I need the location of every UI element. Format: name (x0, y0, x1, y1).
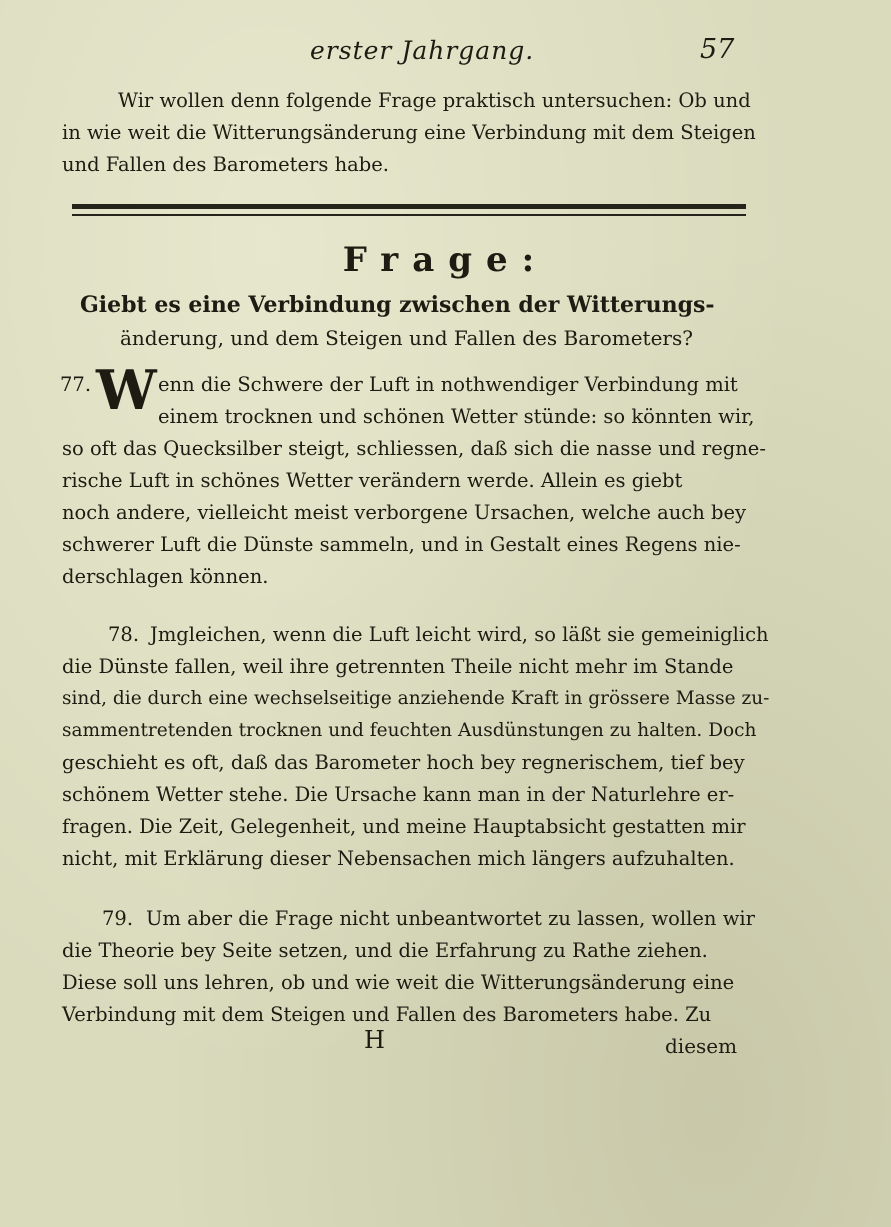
intro-line: in wie weit die Witterungsänderung eine Verbindung mit dem Steigen (62, 121, 756, 144)
paragraph-line: nicht, mit Erklärung dieser Nebensachen mich längers aufzuhalten. (62, 847, 735, 870)
paragraph-line: schwerer Luft die Dünste sammeln, und in Gestalt eines Regens nie- (62, 533, 741, 556)
paragraph-line: Jmgleichen, wenn die Luft leicht wird, so läßt sie gemeiniglich (150, 623, 769, 646)
paragraph-line: noch andere, vielleicht meist verborgene Ursachen, welche auch bey (62, 501, 747, 524)
paragraph-line: die Dünste fallen, weil ihre getrennten Theile nicht mehr im Stande (62, 655, 734, 678)
running-header: erster Jahrgang. (310, 36, 535, 65)
paragraph-line: geschieht es oft, daß das Barometer hoch bey regnerischem, tief bey (62, 751, 745, 774)
paragraph-number: 77. (60, 373, 92, 396)
signature-mark: H (364, 1026, 385, 1054)
paragraph-line: rische Luft in schönes Wetter verändern werde. Allein es giebt (62, 469, 683, 492)
paragraph-line: so oft das Quecksilber steigt, schliessen, daß sich die nasse und regne- (62, 437, 766, 460)
divider-rule (72, 204, 746, 209)
paragraph-line: sammentretenden trocknen und feuchten Ausdünstungen zu halten. Doch (62, 720, 757, 741)
paragraph-line: die Theorie bey Seite setzen, und die Erfahrung zu Rathe ziehen. (62, 939, 708, 962)
paragraph-number: 78. (108, 623, 140, 646)
question-line: Giebt es eine Verbindung zwischen der Witterungs- (80, 292, 715, 318)
paragraph-line: schönem Wetter stehe. Die Ursache kann man in der Naturlehre er- (62, 783, 735, 806)
paragraph-line: enn die Schwere der Luft in nothwendiger Verbindung mit (158, 373, 738, 396)
paragraph-number: 79. (102, 907, 134, 930)
question-line: änderung, und dem Steigen und Fallen des Barometers? (120, 326, 693, 350)
divider-rule (72, 214, 746, 216)
paragraph-line: Verbindung mit dem Steigen und Fallen des Barometers habe. Zu (62, 1003, 712, 1026)
intro-line: und Fallen des Barometers habe. (62, 153, 389, 176)
intro-line: Wir wollen denn folgende Frage praktisch untersuchen: Ob und (118, 89, 751, 112)
paragraph-line: derschlagen können. (62, 565, 269, 588)
paragraph-line: Um aber die Frage nicht unbeantwortet zu lassen, wollen wir (146, 907, 755, 930)
question-heading: Frage: (342, 240, 549, 280)
page-number: 57 (700, 34, 735, 65)
catchword: diesem (665, 1034, 738, 1058)
paragraph-line: Diese soll uns lehren, ob und wie weit die Witterungsänderung eine (62, 971, 735, 994)
paragraph-line: einem trocknen und schönen Wetter stünde: so könnten wir, (158, 405, 755, 428)
paragraph-line: sind, die durch eine wechselseitige anziehende Kraft in grössere Masse zu- (62, 688, 770, 709)
drop-initial: W (96, 358, 157, 422)
paragraph-line: fragen. Die Zeit, Gelegenheit, und meine Hauptabsicht gestatten mir (62, 815, 746, 838)
